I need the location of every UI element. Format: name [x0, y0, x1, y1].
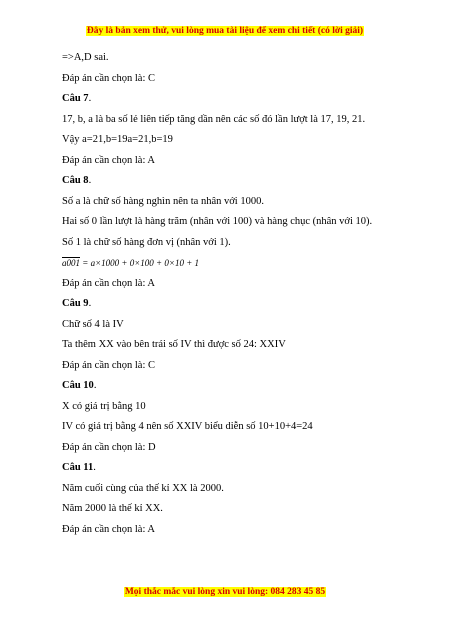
solution-content: [62, 52, 392, 544]
question-8-heading: Câu 8.: [62, 175, 92, 186]
text-line: =>A,D sai.: [62, 52, 109, 63]
question-7-title: Câu 7: [62, 93, 89, 104]
answer-line: Đáp án cần chọn là: D: [62, 441, 156, 453]
question-8-title: Câu 8: [62, 175, 89, 186]
question-10-title: Câu 10: [62, 380, 94, 391]
question-11-heading: Câu 11.: [62, 462, 96, 473]
question-7-heading: Câu 7.: [62, 93, 92, 104]
text-line: 17, b, a là ba số lẻ liên tiếp tăng dần nên các số đó lần lượt là 17, 19, 21.: [62, 113, 366, 125]
question-10-heading: Câu 10.: [62, 380, 97, 391]
text-line: Số 1 là chữ số hàng đơn vị (nhân với 1).: [62, 236, 231, 248]
question-11-title: Câu 11: [62, 462, 94, 473]
contact-text: Mọi thắc mắc vui lòng xin vui lòng: 084 283 45 85: [124, 587, 326, 597]
text-line: Ta thêm XX vào bên trái số IV thì được số 24: XXIV: [62, 339, 286, 350]
answer-line: Đáp án cần chọn là: A: [62, 154, 156, 166]
answer-line: Đáp án cần chọn là: A: [62, 277, 156, 289]
formula-expansion: = a×1000 + 0×100 + 0×10 + 1: [80, 258, 200, 268]
text-line: X có giá trị bằng 10: [62, 400, 146, 412]
text-line: Năm cuối cùng của thế kỉ XX là 2000.: [62, 482, 224, 494]
text-line: Hai số 0 lần lượt là hàng trăm (nhân với 100) và hàng chục (nhân với 10).: [62, 216, 373, 227]
question-9-heading: Câu 9.: [62, 298, 92, 309]
text-line: IV có giá trị bằng 4 nên số XXIV biểu diễn số 10+10+4=24: [62, 421, 313, 432]
text-line: Năm 2000 là thế kỉ XX.: [62, 503, 163, 514]
preview-notice-text: Đây là bản xem thử, vui lòng mua tài liệu để xem chi tiết (có lời giải): [86, 26, 364, 36]
text-line: Số a là chữ số hàng nghìn nên ta nhân với 1000.: [62, 195, 264, 207]
formula-number: a001: [62, 258, 80, 268]
question-9-title: Câu 9: [62, 298, 89, 309]
answer-line: Đáp án cần chọn là: C: [62, 72, 156, 84]
text-line: Chữ số 4 là IV: [62, 318, 124, 330]
preview-notice-banner: [0, 26, 450, 36]
formula-line: [62, 257, 392, 269]
text-line: Vậy a=21,b=19a=21,b=19: [62, 134, 173, 145]
answer-line: Đáp án cần chọn là: A: [62, 523, 156, 535]
answer-line: Đáp án cần chọn là: C: [62, 359, 156, 371]
contact-banner: [0, 587, 450, 597]
